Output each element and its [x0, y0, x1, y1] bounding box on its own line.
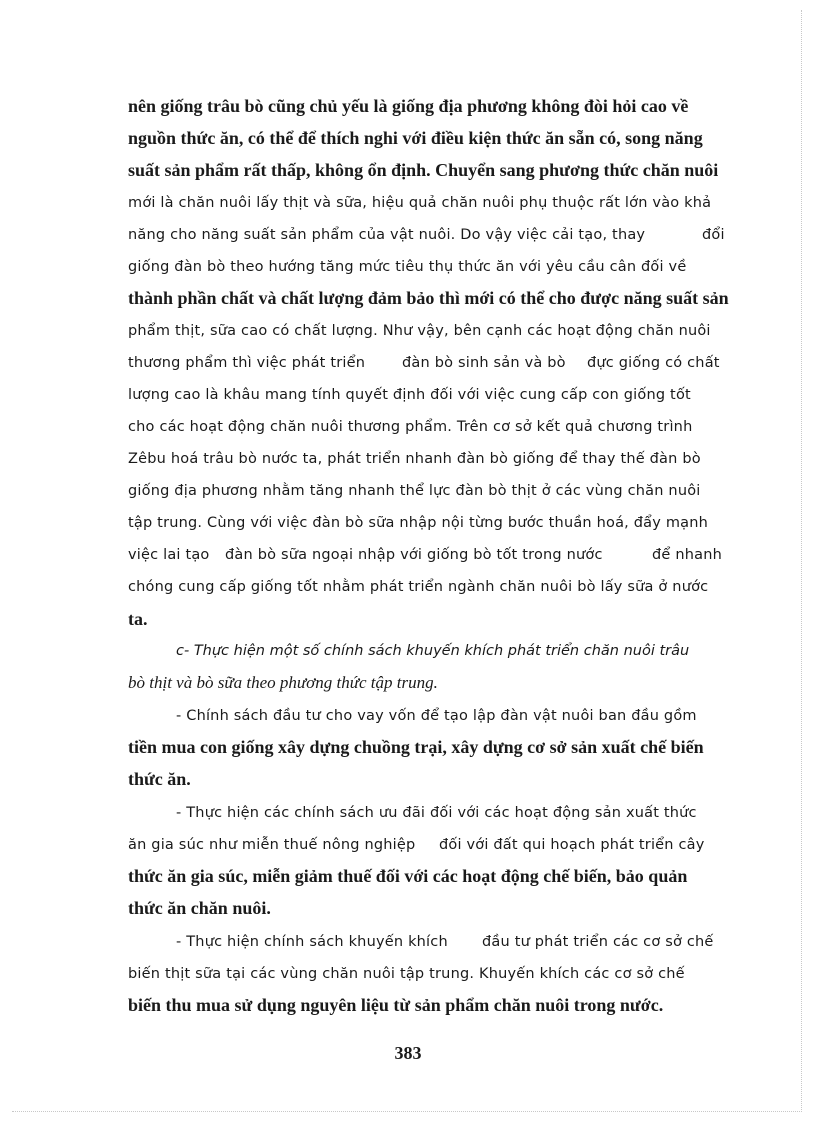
- text-line: giống đàn bò theo hướng tăng mức tiêu thụ thức ăn với yêu cầu cân đối về: [128, 259, 687, 275]
- text-line: biến thu mua sử dụng nguyên liệu từ sản phẩm chăn nuôi trong nước.: [128, 995, 664, 1015]
- page-number: 383: [394, 1043, 422, 1063]
- text-line: suất sản phẩm rất thấp, không ổn định. Chuyển sang phương thức chăn nuôi: [128, 160, 719, 180]
- text-line: chóng cung cấp giống tốt nhằm phát triển ngành chăn nuôi bò lấy sữa ở nước: [128, 579, 709, 595]
- text-line: ta.: [128, 609, 148, 629]
- text-line: thức ăn gia súc, miễn giảm thuế đối với các hoạt động chế biến, bảo quản: [128, 866, 688, 886]
- text-line: nguồn thức ăn, có thể để thích nghi với điều kiện thức ăn sẵn có, song năng: [128, 128, 703, 148]
- text-line: năng cho năng suất sản phẩm của vật nuôi. Do vậy việc cải tạo, thay: [128, 227, 646, 243]
- text-line: Zêbu hoá trâu bò nước ta, phát triển nhanh đàn bò giống để thay thế đàn bò: [128, 451, 701, 467]
- text-line: đàn bò sữa ngoại nhập với giống bò tốt trong nước: [225, 547, 603, 563]
- section-heading: bò thịt và bò sữa theo phương thức tập trung.: [128, 673, 438, 692]
- text-line: để nhanh: [652, 547, 722, 563]
- text-line: tập trung. Cùng với việc đàn bò sữa nhập nội từng bước thuần hoá, đẩy mạnh: [128, 515, 709, 531]
- text-line: nên giống trâu bò cũng chủ yếu là giống địa phương không đòi hỏi cao về: [128, 96, 689, 116]
- text-line: thức ăn chăn nuôi.: [128, 898, 271, 918]
- text-line: thương phẩm thì việc phát triển: [128, 355, 366, 371]
- text-line: đực giống có chất: [587, 355, 720, 371]
- text-line: tiền mua con giống xây dựng chuồng trại, xây dựng cơ sở sản xuất chế biến: [128, 737, 704, 757]
- section-heading: c- Thực hiện một số chính sách khuyến khích phát triển chăn nuôi trâu: [176, 643, 690, 659]
- text-line: - Thực hiện các chính sách ưu đãi đối với các hoạt động sản xuất thức: [176, 805, 697, 821]
- text-line: lượng cao là khâu mang tính quyết định đối với việc cung cấp con giống tốt: [128, 387, 691, 403]
- text-line: ăn gia súc như miễn thuế nông nghiệp: [128, 837, 416, 853]
- text-line: - Thực hiện chính sách khuyến khích: [176, 934, 448, 950]
- text-line: việc lai tạo: [128, 547, 210, 563]
- text-line: giống địa phương nhằm tăng nhanh thể lực đàn bò thịt ở các vùng chăn nuôi: [128, 483, 701, 499]
- text-line: - Chính sách đầu tư cho vay vốn để tạo lập đàn vật nuôi ban đầu gồm: [176, 708, 697, 724]
- text-line: thành phần chất và chất lượng đảm bảo thì mới có thể cho được năng suất sản: [128, 288, 729, 308]
- text-line: đổi: [702, 227, 725, 243]
- text-line: đầu tư phát triển các cơ sở chế: [482, 934, 714, 950]
- text-line: đối với đất qui hoạch phát triển cây: [439, 837, 705, 853]
- text-line: phẩm thịt, sữa cao có chất lượng. Như vậy, bên cạnh các hoạt động chăn nuôi: [128, 323, 711, 339]
- text-line: cho các hoạt động chăn nuôi thương phẩm. Trên cơ sở kết quả chương trình: [128, 419, 693, 435]
- text-line: mới là chăn nuôi lấy thịt và sữa, hiệu quả chăn nuôi phụ thuộc rất lớn vào khả: [128, 195, 712, 211]
- text-line: biến thịt sữa tại các vùng chăn nuôi tập trung. Khuyến khích các cơ sở chế: [128, 966, 685, 982]
- text-line: đàn bò sinh sản và bò: [402, 355, 566, 371]
- text-line: thức ăn.: [128, 769, 191, 789]
